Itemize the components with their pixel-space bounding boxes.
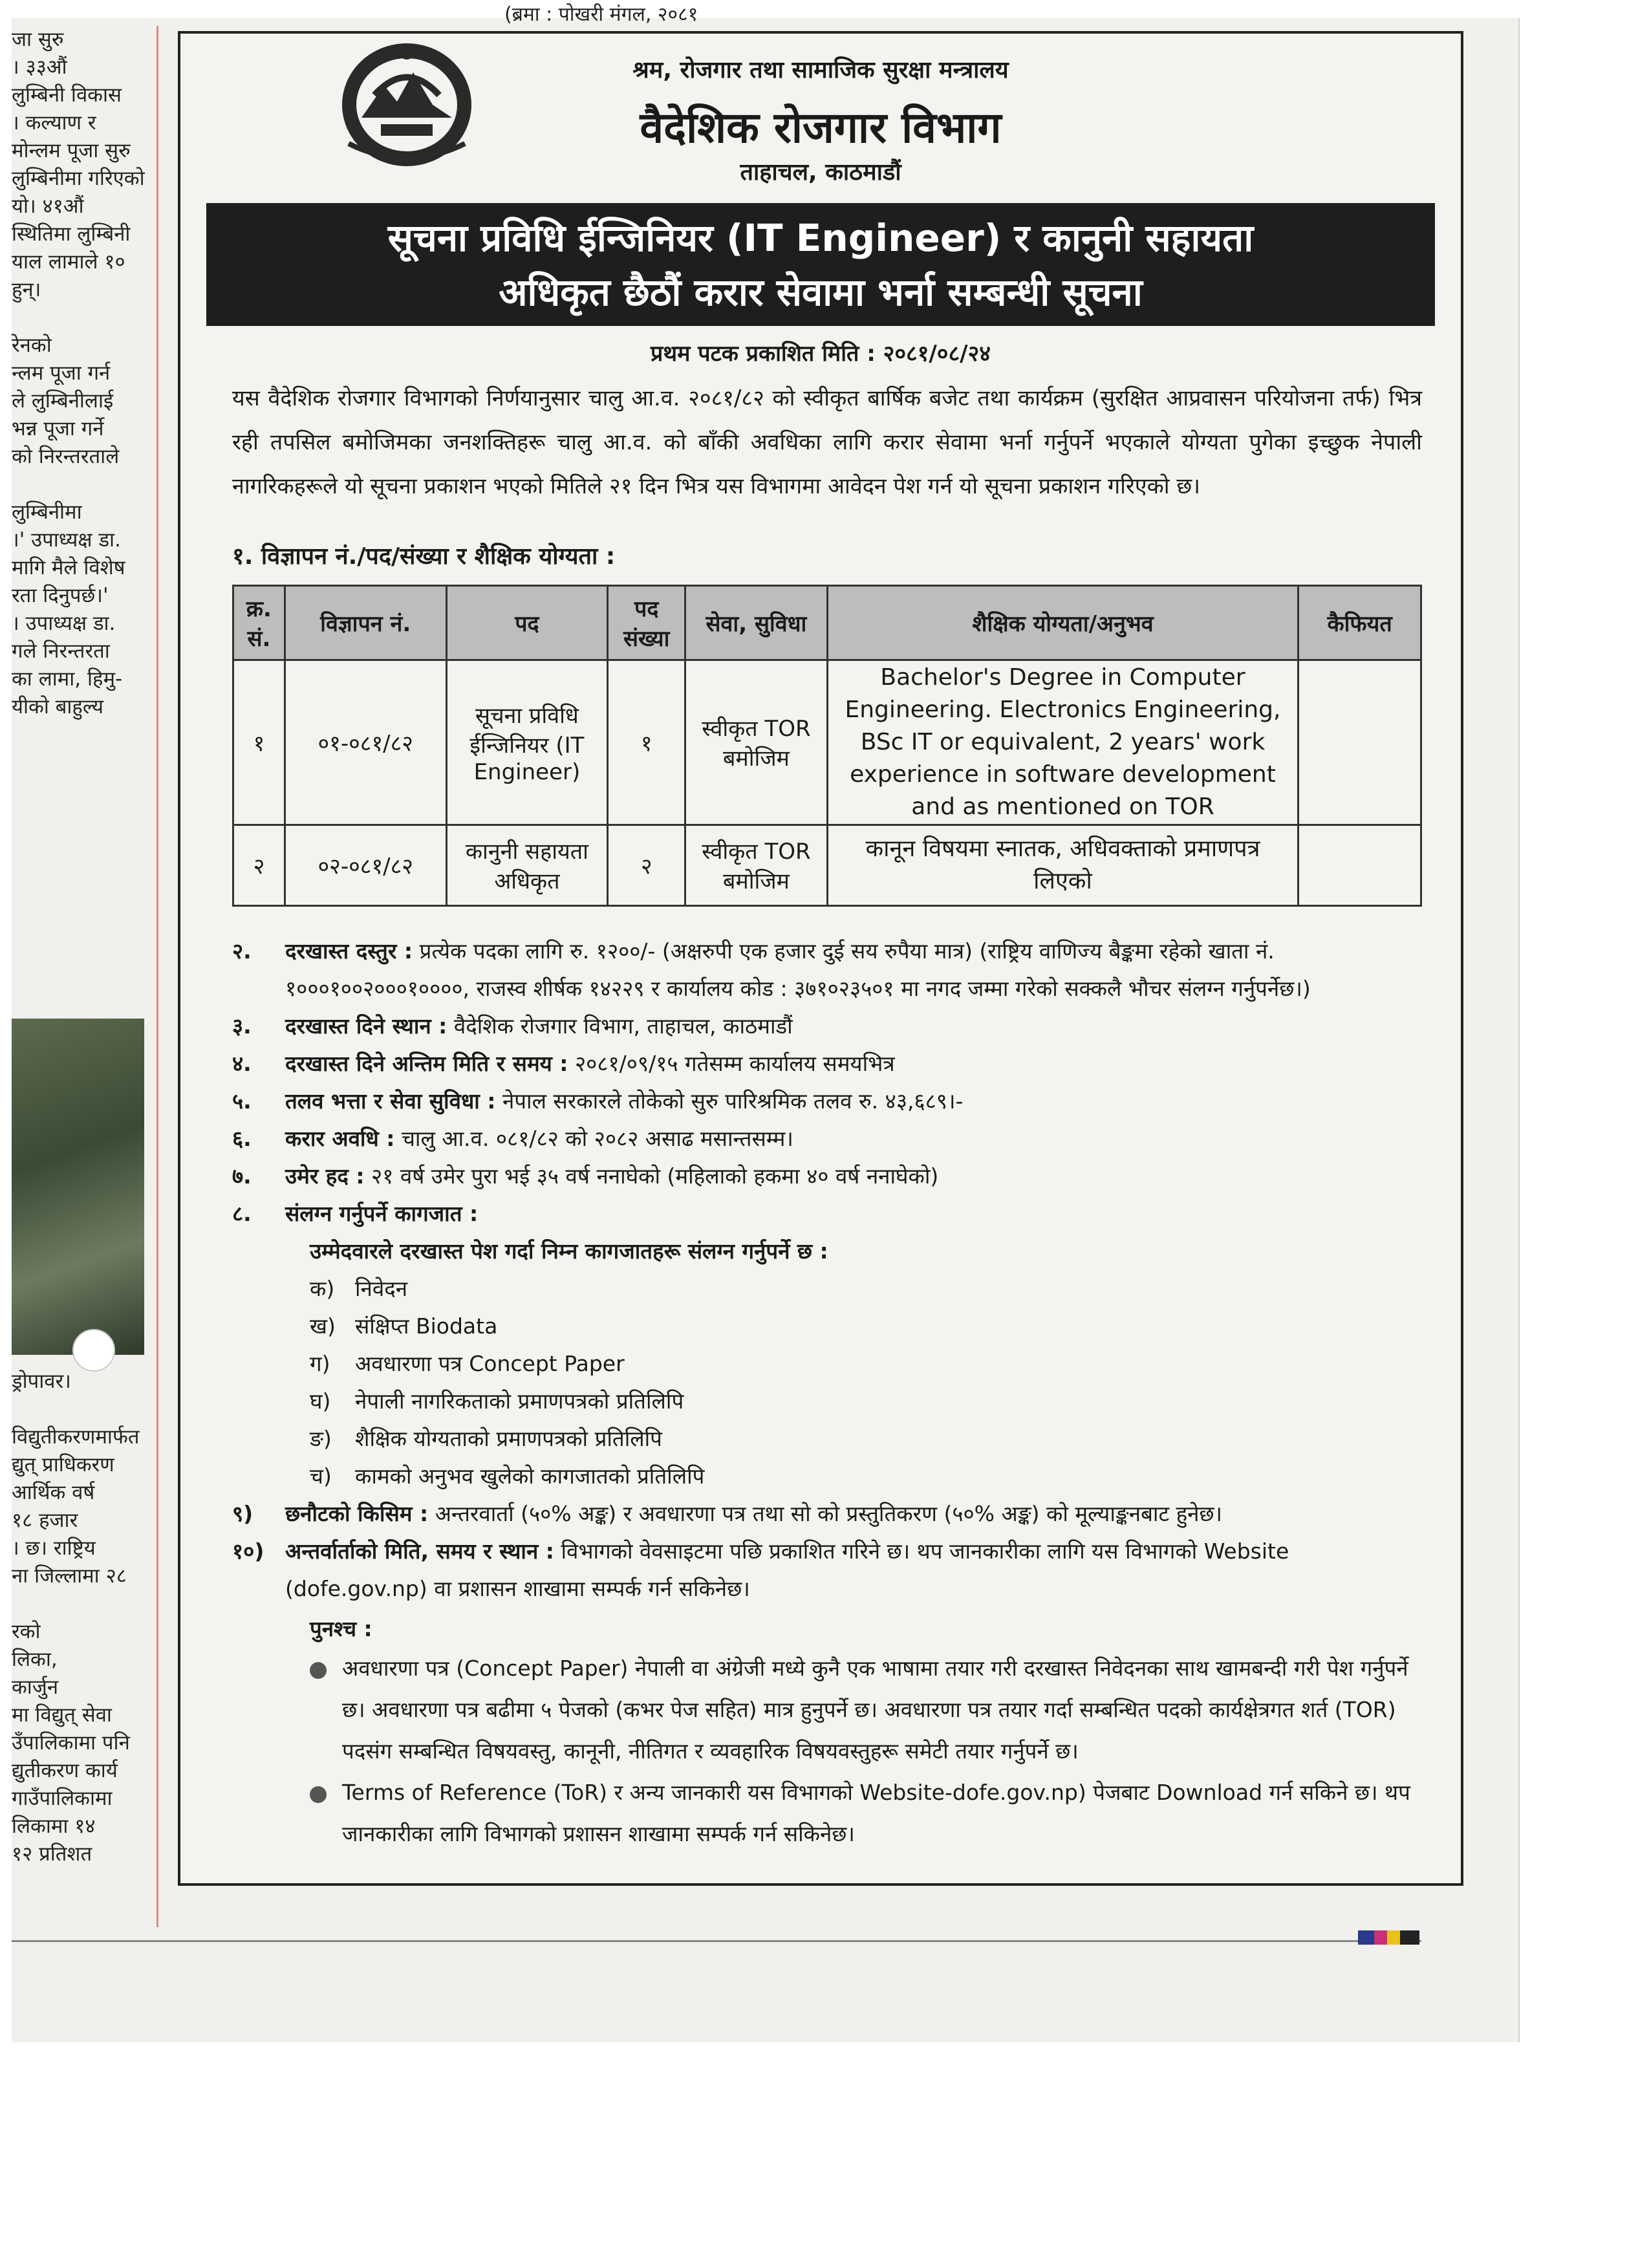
col-header-adv-no: विज्ञापन नं. <box>285 586 446 660</box>
cell-remarks <box>1299 825 1421 906</box>
side-column-line: ना जिल्लामा २८ <box>12 1564 127 1588</box>
item-label: तलव भत्ता र सेवा सुविधा : <box>285 1088 496 1114</box>
bullet-icon <box>310 1662 327 1679</box>
published-date: प्रथम पटक प्रकाशित मिति : २०८१/०८/२४ <box>651 341 991 367</box>
side-column-line: लुम्बिनीमा <box>12 501 82 524</box>
item-selection-method <box>232 1495 1435 1533</box>
item-age-limit <box>232 1158 1435 1195</box>
item-label: दरखास्त दस्तुर : <box>285 938 413 964</box>
table-header-row <box>233 586 1421 660</box>
side-column-line: लुम्बिनी विकास <box>12 83 122 107</box>
col-header-sn: क्र. सं. <box>233 586 285 660</box>
side-column-line: द्युतीकरण कार्य <box>12 1759 118 1782</box>
list-item: घ) नेपाली नागरिकताको प्रमाणपत्रको प्रतिलिपि <box>310 1388 684 1414</box>
item-label: दरखास्त दिने अन्तिम मिति र समय : <box>285 1051 568 1076</box>
item-contract-period <box>232 1120 1435 1158</box>
col-header-remarks: कैफियत <box>1299 586 1421 660</box>
cell-adv-no: ०१-०८१/८२ <box>285 660 446 825</box>
item-application-fee <box>232 933 1435 1008</box>
list-item: ख) संक्षिप्त Biodata <box>310 1313 498 1339</box>
side-column-line: मागि मैले विशेष <box>12 556 125 579</box>
item-number: ८. <box>232 1201 252 1226</box>
side-column-line: गले निरन्तरता <box>12 640 110 663</box>
side-column-line: लिका, <box>12 1648 58 1671</box>
cell-service: स्वीकृत TOR बमोजिम <box>685 660 828 825</box>
punch-hole <box>72 1329 115 1372</box>
side-column-line: । उपाध्यक्ष डा. <box>12 612 116 635</box>
item-label: संलग्न गर्नुपर्ने कागजात : <box>285 1201 479 1226</box>
item-number: ३. <box>232 1013 252 1039</box>
side-column-line: यीको बाहुल्य <box>12 695 104 718</box>
cell-count: २ <box>608 825 685 906</box>
item-label: छनौटको किसिम : <box>285 1501 429 1526</box>
item-number: ७. <box>232 1163 252 1189</box>
intro-paragraph: यस वैदेशिक रोजगार विभागको निर्णयानुसार चालु आ.व. २०८१/८२ को स्वीकृत बार्षिक बजेट तथा कार्यक्रम (सुरक्षित आप्रवासन परियोजना तर्फ) भित्र रही तपसिल बमोजिमका जनशक्तिहरू चालु आ.व. को बाँकी अवधिका लागि करार सेवामा भर्ना गर्नुपर्ने भएकाले योग्यता पुगेका इच्छुक नेपाली नागरिकहरूले यो सूचना प्रकाशन भएको मितिले २१ दिन भित्र यस विभागमा आवेदन पेश गर्न यो सूचना प्रकाशन गरिएको छ। <box>232 385 1422 499</box>
side-column-line: आर्थिक वर्ष <box>12 1481 95 1504</box>
side-column-line: द्युत् प्राधिकरण <box>12 1453 114 1476</box>
cell-sn: १ <box>233 660 285 825</box>
item-salary <box>232 1083 1435 1120</box>
item-number: १०) <box>232 1539 264 1564</box>
item-label: करार अवधि : <box>285 1126 395 1151</box>
cell-service: स्वीकृत TOR बमोजिम <box>685 825 828 906</box>
side-photo <box>12 1019 144 1355</box>
item-interview-details <box>232 1533 1435 1608</box>
job-notice <box>178 31 1463 1886</box>
top-strip-text: (ब्रमा : पोखरी मंगल, २०८१ <box>504 3 698 26</box>
banner-line-2: अधिकृत छैठौं करार सेवामा भर्ना सम्बन्धी सूचना <box>499 270 1143 314</box>
side-column-line: ड्रोपावर। <box>12 1370 71 1393</box>
cell-remarks <box>1299 660 1421 825</box>
cell-sn: २ <box>233 825 285 906</box>
item-text: प्रत्येक पदका लागि रु. १२००/- (अक्षरुपी एक हजार दुई सय रुपैया मात्र) (राष्ट्रिय वाणिज्य बैङ्कमा रहेको खाता नं. १०००१००२०००१००००, राजस्व शीर्षक १४२२९ र कार्यालय कोड : ३७१०२३५०१ मा नगद जम्मा गरेको सक्कलै भौचर संलग्न गर्नुपर्नेछ।) <box>285 938 1311 1001</box>
side-column-line: को निरन्तरताले <box>12 445 120 468</box>
side-column-line <box>12 471 151 499</box>
item-documents <box>232 1195 1435 1233</box>
side-column-line: रता दिनुपर्छ।' <box>12 584 109 607</box>
item-number: ६. <box>232 1126 252 1151</box>
vacancy-table <box>232 585 1422 907</box>
item-text: वैदेशिक रोजगार विभाग, ताहाचल, काठमाडौं <box>453 1013 793 1039</box>
side-column-lower <box>12 1368 151 1885</box>
item-text: चालु आ.व. ०८१/८२ को २०८२ असाढ मसान्तसम्म। <box>401 1126 793 1151</box>
side-column-line: ले लुम्बिनीलाई <box>12 389 114 413</box>
department-name: वैदेशिक रोजगार विभाग <box>640 103 1002 153</box>
side-column-line: गाउँपालिकामा <box>12 1787 113 1810</box>
documents-intro: उम्मेदवारले दरखास्त पेश गर्दा निम्न कागजातहरू संलग्न गर्नुपर्ने छ : <box>310 1238 828 1264</box>
side-column-line: लुम्बिनीमा गरिएको <box>12 167 145 190</box>
side-column-line: रको <box>12 1620 41 1643</box>
side-column-line: मा विद्युत् सेवा <box>12 1703 112 1727</box>
item-label: अन्तर्वार्ताको मिति, समय र स्थान : <box>285 1539 554 1564</box>
item-text: २१ वर्ष उमेर पुरा भई ३५ वर्ष ननाघेको (महिलाको हकमा ४० वर्ष ननाघेको) <box>371 1163 939 1189</box>
item-deadline <box>232 1045 1435 1083</box>
side-column-line: । कल्याण र <box>12 111 96 135</box>
item-label: उमेर हद : <box>285 1163 365 1189</box>
print-color-bar <box>1358 1930 1423 1945</box>
section-1-heading: १. विज्ञापन नं./पद/संख्या र शैक्षिक योग्यता : <box>232 543 616 570</box>
cell-post: कानुनी सहायता अधिकृत <box>446 825 608 906</box>
side-column-line: । छ। राष्ट्रिय <box>12 1537 96 1560</box>
documents-list <box>232 1270 1435 1495</box>
side-column-line: स्थितिमा लुम्बिनी <box>12 222 131 246</box>
cell-count: १ <box>608 660 685 825</box>
side-column-line: विद्युतीकरणमार्फत <box>12 1425 140 1449</box>
side-column-line: न्लम पूजा गर्न <box>12 362 111 385</box>
side-column-line: उँपालिकामा पनि <box>12 1731 130 1755</box>
list-item: क) निवेदन <box>310 1276 408 1301</box>
side-column-line: याल लामाले १० <box>12 250 125 274</box>
notice-items <box>232 933 1435 1855</box>
notice-title-banner <box>206 203 1435 326</box>
side-column-line: १८ हजार <box>12 1509 78 1532</box>
department-location: ताहाचल, काठमाडौं <box>740 159 901 186</box>
side-column-line: भन्न पूजा गर्ने <box>12 417 104 440</box>
col-header-count: पद संख्या <box>608 586 685 660</box>
list-item: च) कामको अनुभव खुलेको कागजातको प्रतिलिपि <box>310 1463 705 1489</box>
side-column-line: हुन्। <box>12 278 41 301</box>
item-text: विभागको वेवसाइटमा पछि प्रकाशित गरिने छ। थप जानकारीका लागि यस विभागको Website (dofe.gov.np) वा प्रशासन शाखामा सम्पर्क गर्न सकिनेछ। <box>285 1539 1289 1601</box>
side-column-line <box>12 1590 151 1618</box>
side-column-line <box>12 1396 151 1423</box>
table-row <box>233 660 1421 825</box>
banner-line-1: सूचना प्रविधि ईन्जिनियर (IT Engineer) र कानुनी सहायता <box>387 216 1254 260</box>
side-column-line: । ३३औं <box>12 56 67 79</box>
side-column-line: १२ प्रतिशत <box>12 1842 92 1866</box>
col-header-service: सेवा, सुविधा <box>685 586 828 660</box>
col-header-qualification: शैक्षिक योग्यता/अनुभव <box>827 586 1298 660</box>
margin-line <box>156 26 158 1927</box>
item-number: ५. <box>232 1088 252 1114</box>
item-text: अन्तरवार्ता (५०% अङ्क) र अवधारणा पत्र तथा सो को प्रस्तुतिकरण (५०% अङ्क) को मूल्याङ्कनबाट हुनेछ। <box>435 1501 1223 1526</box>
table-row <box>233 825 1421 906</box>
list-item: ङ) शैक्षिक योग्यताको प्रमाणपत्रको प्रतिलिपि <box>310 1426 662 1451</box>
side-column-line: ।' उपाध्यक्ष डा. <box>12 528 121 552</box>
cell-post: सूचना प्रविधि ईन्जिनियर (IT Engineer) <box>446 660 608 825</box>
side-column-line: मोन्लम पूजा सुरु <box>12 139 131 162</box>
side-column-line: का लामा, हिमु- <box>12 667 123 691</box>
side-column-line: यो। ४१औं <box>12 195 84 218</box>
list-item: ग) अवधारणा पत्र Concept Paper <box>310 1351 625 1376</box>
side-column-line: कार्जुन <box>12 1676 59 1699</box>
item-label: दरखास्त दिने स्थान : <box>285 1013 447 1039</box>
postscript-point: Terms of Reference (ToR) र अन्य जानकारी यस विभागको Website-dofe.gov.np) पेजबाट Download गर्न सकिने छ। थप जानकारीका लागि विभागको प्रशासन शाखामा सम्पर्क गर्न सकिनेछ। <box>232 1772 1435 1855</box>
item-text: नेपाल सरकारले तोकेको सुरु पारिश्रमिक तलव रु. ४३,६८९।- <box>502 1088 964 1114</box>
item-text: २०८१/०९/१५ गतेसम्म कार्यालय समयभित्र <box>575 1051 895 1076</box>
cell-qualification: Bachelor's Degree in Computer Engineering. Electronics Engineering, BSc IT or equivalent, 2 years' work experience in software development and as mentioned on TOR <box>827 660 1298 825</box>
col-header-post: पद <box>446 586 608 660</box>
bullet-icon <box>310 1786 327 1803</box>
item-number: ९) <box>232 1501 253 1526</box>
item-application-place <box>232 1008 1435 1045</box>
cell-adv-no: ०२-०८१/८२ <box>285 825 446 906</box>
cell-qualification: कानून विषयमा स्नातक, अधिवक्ताको प्रमाणपत्र लिएको <box>827 825 1298 906</box>
side-column-line: लिकामा १४ <box>12 1815 96 1838</box>
item-number: ४. <box>232 1051 252 1076</box>
postscript-point: अवधारणा पत्र (Concept Paper) नेपाली वा अंग्रेजी मध्ये कुनै एक भाषामा तयार गरी दरखास्त निवेदनका साथ खामबन्दी गरी पेश गर्नुपर्ने छ। अवधारणा पत्र बढीमा ५ पेजको (कभर पेज सहित) मात्र हुनुपर्ने छ। अवधारणा पत्र तयार गर्दा सम्बन्धित पदको कार्यक्षेत्रगत शर्त (TOR) पदसंग सम्बन्धित विषयवस्तु, कानूनी, नीतिगत र व्यवहारिक विषयवस्तुहरू समेटी तयार गर्नुपर्ने छ। <box>232 1648 1435 1772</box>
side-column-line: जा सुरु <box>12 28 64 51</box>
bottom-rule <box>12 1940 1421 1942</box>
ministry-name: श्रम, रोजगार तथा सामाजिक सुरक्षा मन्त्रालय <box>632 57 1009 83</box>
side-column-line <box>12 304 151 332</box>
item-number: २. <box>232 938 252 964</box>
postscript-label: पुनश्च : <box>310 1616 372 1641</box>
side-column-line: रेनको <box>12 334 52 357</box>
